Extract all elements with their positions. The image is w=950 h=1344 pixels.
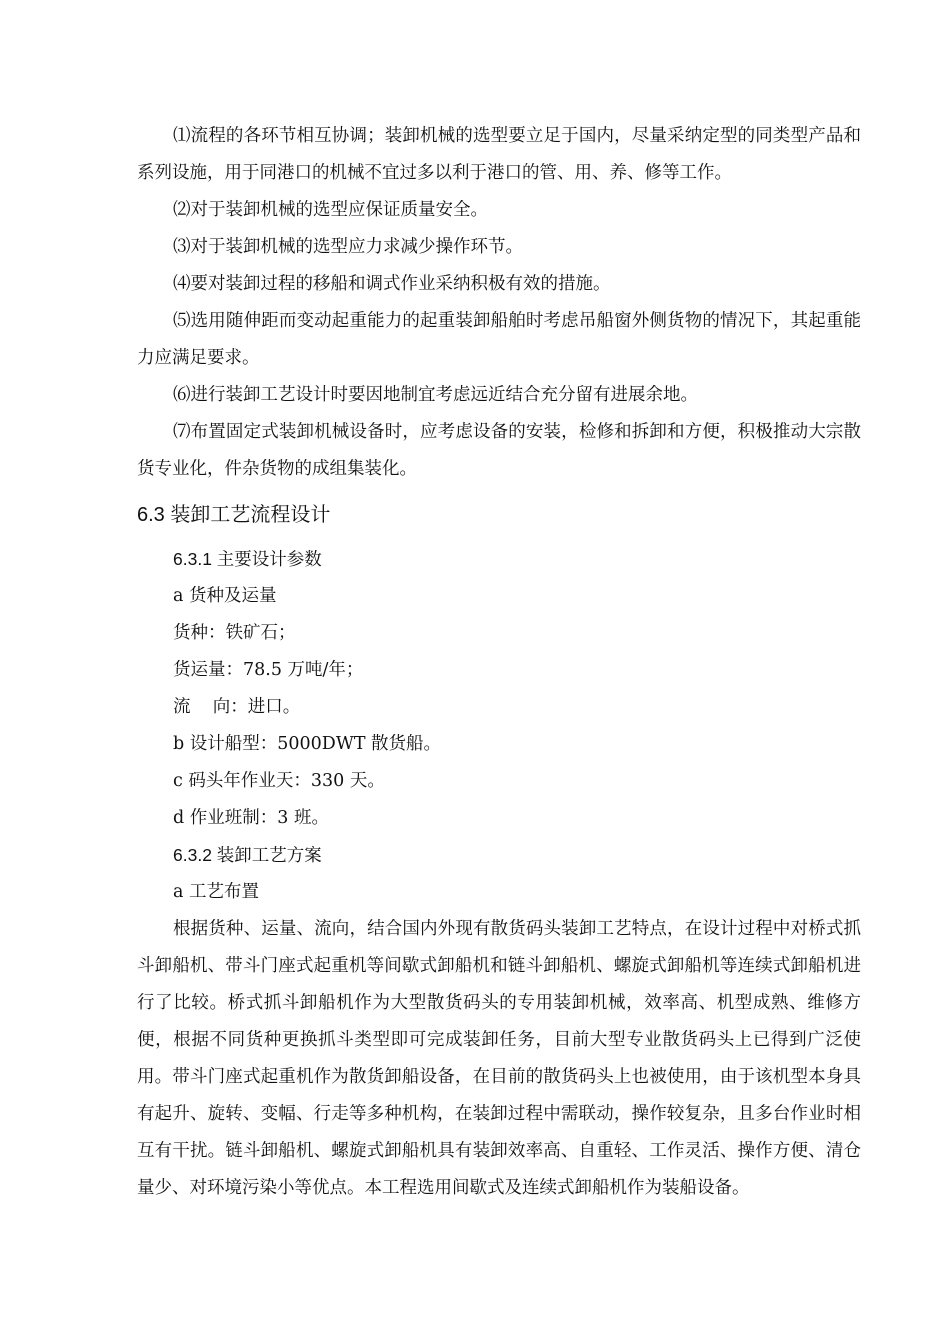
subsection-label: a 工艺布置 [173,882,259,902]
list-item: ⑹进行装卸工艺设计时要因地制宜考虑远近结合充分留有进展余地。 [173,385,698,405]
parameter-line: a 货种及运量 [173,586,277,606]
subsection-heading: 6.3.2 装卸工艺方案 [173,845,322,865]
list-item: ⑶对于装卸机械的选型应力求减少操作环节。 [173,237,523,257]
process-plan-section [137,837,861,1207]
subsection-heading: 6.3.1 主要设计参数 [173,549,322,569]
list-item: ⑸选用随伸距而变动起重能力的起重装卸船舶时考虑吊船窗外侧货物的情况下，其起重能力应满足要求。 [137,311,861,368]
body-paragraph: 根据货种、运量、流向，结合国内外现有散货码头装卸工艺特点，在设计过程中对桥式抓斗卸船机、带斗门座式起重机等间歇式卸船机和链斗卸船机、螺旋式卸船机等连续式卸船机进行了比较。桥式抓斗卸船机作为大型散货码头的专用装卸机械，效率高、机型成熟、维修方便，根据不同货种更换抓斗类型即可完成装卸任务，目前大型专业散货码头上已得到广泛使用。带斗门座式起重机作为散货卸船设备，在目前的散货码头上也被使用，由于该机型本身具有起升、旋转、变幅、行走等多种机构，在装卸过程中需联动，操作较复杂，且多台作业时相互有干扰。链斗卸船机、螺旋式卸船机具有装卸效率高、自重轻、工作灵活、操作方便、清仓量少、对环境污染小等优点。本工程选用间歇式及连续式卸船机作为装船设备。 [137,919,861,1198]
list-item: ⑺布置固定式装卸机械设备时，应考虑设备的安装，检修和拆卸和方便，积极推动大宗散货专业化，件杂货物的成组集装化。 [137,422,861,479]
parameter-line: c 码头年作业天：330 天。 [173,771,385,791]
requirements-list [137,118,861,488]
section-heading: 6.3 装卸工艺流程设计 [137,504,331,526]
parameter-line: b 设计船型：5000DWT 散货船。 [173,734,442,754]
design-parameters-section [137,541,861,837]
page-content [137,118,861,1207]
parameter-line: 货种：铁矿石； [173,623,296,643]
parameter-line: 货运量：78.5 万吨/年； [173,660,364,680]
list-item: ⑵对于装卸机械的选型应保证质量安全。 [173,200,488,220]
list-item: ⑴流程的各环节相互协调；装卸机械的选型要立足于国内，尽量采纳定型的同类型产品和系列设施，用于同港口的机械不宜过多以利于港口的管、用、养、修等工作。 [137,126,861,183]
list-item: ⑷要对装卸过程的移船和调式作业采纳积极有效的措施。 [173,274,611,294]
parameter-line: 流 向：进口。 [173,697,301,717]
parameter-line: d 作业班制：3 班。 [173,808,329,828]
